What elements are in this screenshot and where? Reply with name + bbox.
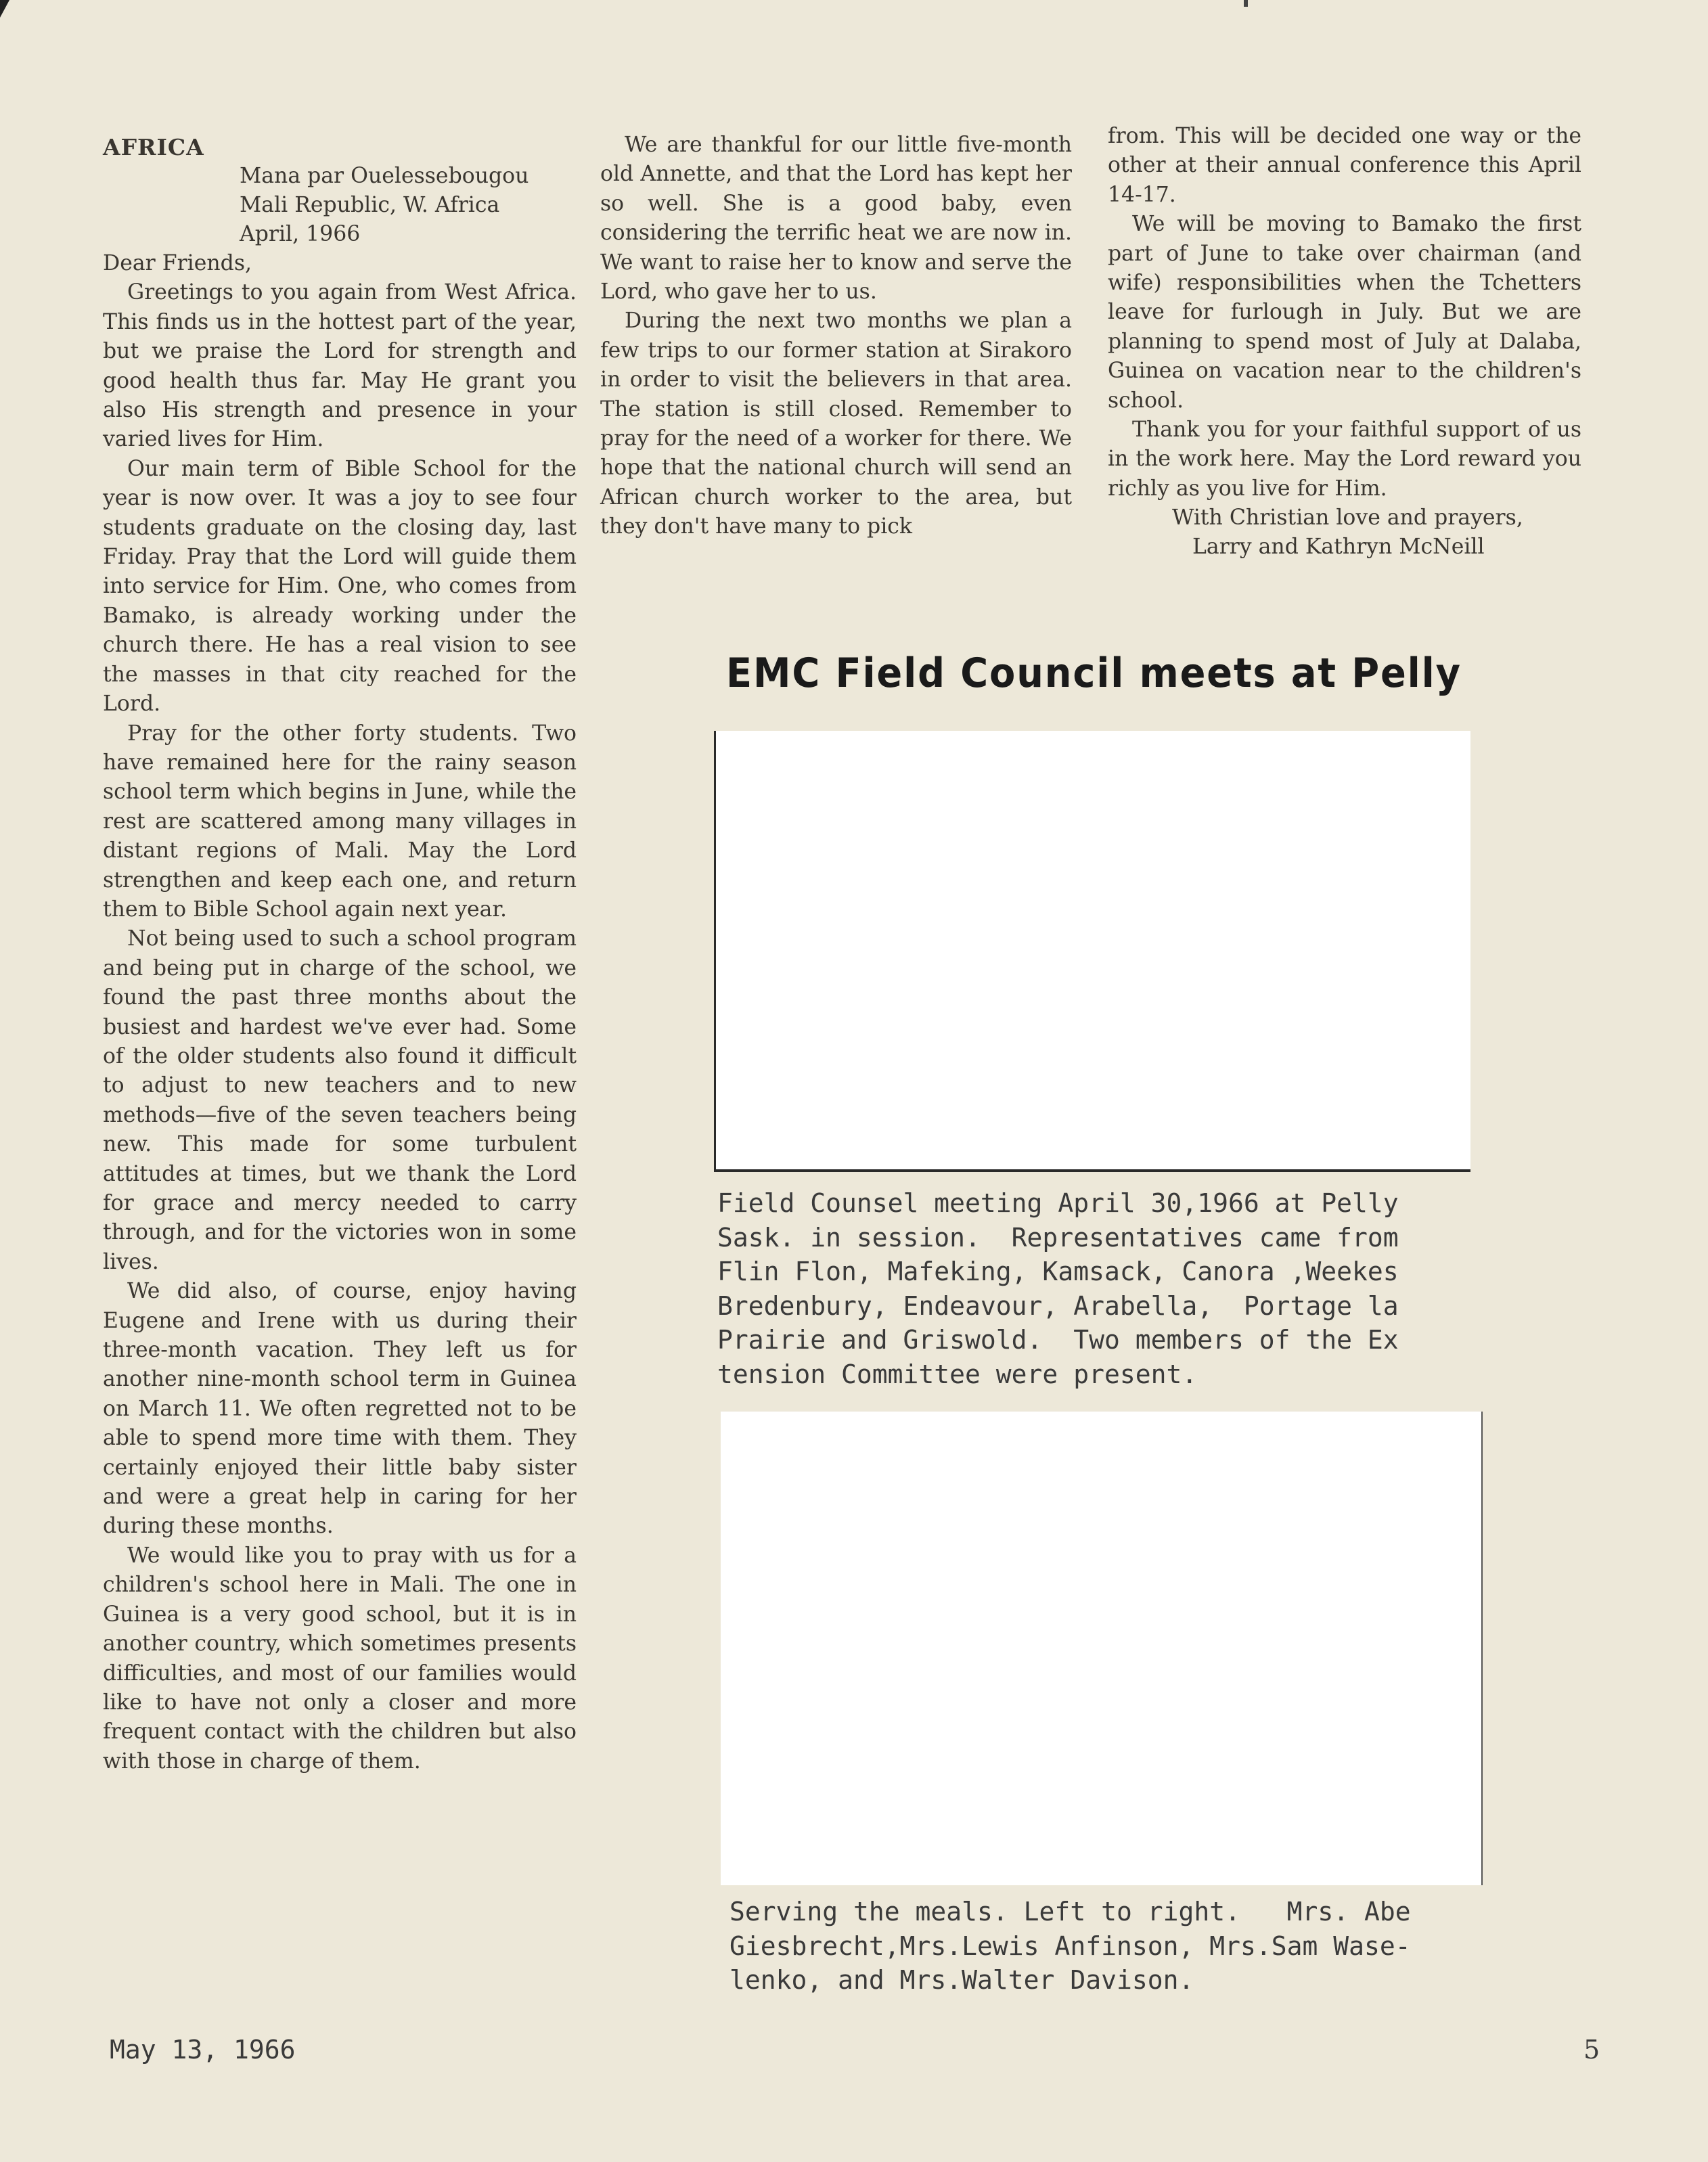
address-line: Mana par Ouelessebougou — [240, 164, 529, 188]
paragraph: We did also, of course, enjoy having Eugene and Irene with us during their three-month vacation. They left us for another nine-month school term in Guinea on March 11. We often regretted not to be able to spend more time with them. They certainly enjoyed their little baby sister and were a great help in caring for her during these months. — [103, 1279, 577, 1539]
paragraph: Not being used to such a school program and being put in charge of the school, we found the past three months about the busiest and hardest we've ever had. Some of the older students also found it difficult to adjust to new teachers and to new methods—five of the seven teachers being new. This made for some turbulent attitudes at times, but we thank the Lord for grace and mercy needed to carry through, and for the victories won in some lives. — [103, 926, 577, 1274]
column-africa-letter — [103, 133, 577, 1776]
photo-council-meeting — [714, 731, 1470, 1172]
letter-address — [240, 162, 577, 249]
paragraph: Thank you for your faithful support of us in the work here. May the Lord reward you richly as you live for Him. — [1108, 418, 1581, 501]
top-mark — [1244, 0, 1248, 7]
photo-caption-meeting — [717, 1186, 1468, 1391]
paragraph: Pray for the other forty students. Two have remained here for the rainy season school term which begins in June, while the rest are scattered among many villages in distant regions of Mali. May the Lord strengthen and keep each one, and return them to Bible School again next year. — [103, 721, 577, 922]
column-letter-end — [1108, 122, 1581, 562]
photo-serving-meals — [721, 1412, 1483, 1885]
paragraph: from. This will be decided one way or the other at their annual conference this April 14-17. — [1108, 124, 1581, 207]
caption-line: lenko, and Mrs.Walter Davison. — [729, 1965, 1194, 1995]
paragraph: Our main term of Bible School for the year is now over. It was a joy to see four students graduate on the closing day, last Friday. Pray that the Lord will guide them into service for Him. One, who comes from Bamako, is already working under the church there. He has a real vision to see the masses in that city reached for the Lord. — [103, 456, 577, 717]
caption-line: Prairie and Griswold. Two members of the Ex — [717, 1325, 1399, 1355]
paragraph: Greetings to you again from West Africa. This finds us in the hottest part of the year, but we praise the Lord for strength and good health thus far. May He grant you also His strength and presence in your varied lives for Him. — [103, 280, 577, 452]
caption-line: Bredenbury, Endeavour, Arabella, Portage la — [717, 1290, 1399, 1321]
caption-line: Field Counsel meeting April 30,1966 at Pelly — [717, 1188, 1399, 1218]
photo-caption-meals — [729, 1895, 1474, 1998]
caption-line: Giesbrecht,Mrs.Lewis Anfinson, Mrs.Sam Wase- — [729, 1931, 1411, 1961]
closing-line: With Christian love and prayers, — [1172, 505, 1523, 531]
corner-mark — [0, 0, 9, 18]
salutation: Dear Friends, — [103, 251, 252, 275]
caption-line: Serving the meals. Left to right. Mrs. Abe — [729, 1897, 1411, 1927]
column-letter-continued — [600, 131, 1072, 542]
caption-line: Flin Flon, Mafeking, Kamsack, Canora ,Weekes — [717, 1257, 1399, 1286]
footer-date: May 13, 1966 — [110, 2035, 296, 2065]
article-headline: EMC Field Council meets at Pelly — [726, 650, 1462, 697]
signature-names: Larry and Kathryn McNeill — [1192, 535, 1485, 560]
paragraph: We are thankful for our little five-month old Annette, and that the Lord has kept her so well. She is a good baby, even considering the terrific heat we are now in. We want to raise her to know and serve the Lord, who gave her to us. — [600, 133, 1072, 305]
caption-line: Sask. in session. Representatives came from — [717, 1222, 1399, 1253]
caption-line: tension Committee were present. — [717, 1359, 1198, 1389]
paragraph: We will be moving to Bamako the first part of June to take over chairman (and wife) responsibilities when the Tchetters leave for furlough in July. But we are planning to spend most of July at Dalaba, Guinea on vacation near to the children's school. — [1108, 212, 1581, 413]
paragraph: We would like you to pray with us for a children's school here in Mali. The one in Guinea is a very good school, but it is in another country, which sometimes presents difficulties, and most of our families would like to have not only a closer and more frequent contact with the children but also with those in charge of them. — [103, 1543, 577, 1774]
address-line: April, 1966 — [240, 222, 361, 246]
section-heading: AFRICA — [103, 134, 204, 160]
page-number: 5 — [1583, 2035, 1600, 2065]
letter-signoff — [1172, 503, 1581, 562]
paragraph: During the next two months we plan a few trips to our former station at Sirakoro in order to visit the believers in that area. The station is still closed. Remember to pray for the need of a worker for there. We hope that the national church will send an African church worker to the area, but they don't have many to pick — [600, 309, 1072, 539]
address-line: Mali Republic, W. Africa — [240, 193, 500, 217]
